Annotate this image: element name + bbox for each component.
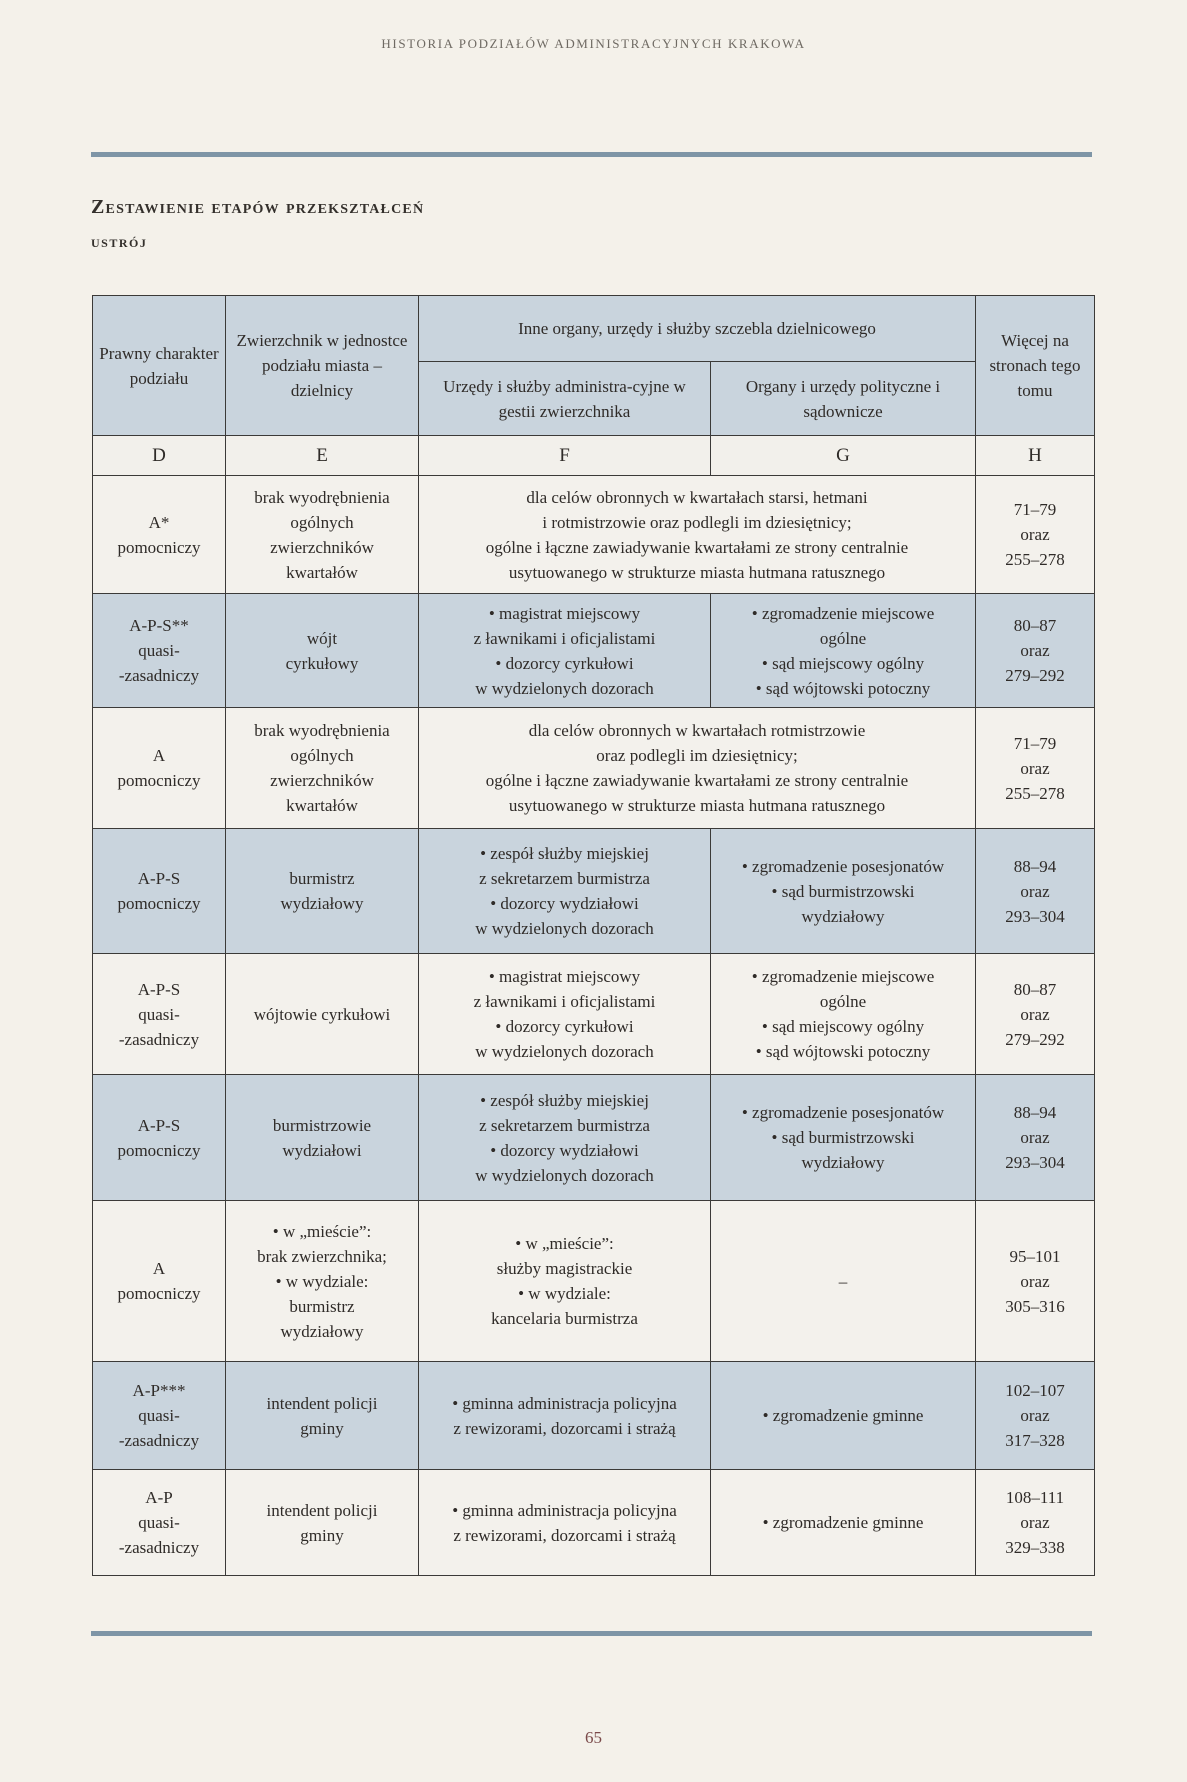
cell-admin-services — [419, 1470, 711, 1576]
table-row — [93, 1362, 1095, 1470]
cell-line: • zespół służby miejskiej — [480, 844, 649, 863]
cell-admin-services — [419, 594, 711, 708]
table-row — [93, 1201, 1095, 1362]
cell-line: z ławnikami i oficjalistami — [473, 628, 656, 648]
cell-line: ogólnych — [290, 512, 354, 532]
cell-legal-character — [93, 1362, 226, 1470]
cell-line: ogólne — [819, 628, 867, 648]
cell-legal-character — [93, 708, 226, 829]
cell-line: kancelaria burmistrza — [491, 1309, 638, 1328]
cell-line: kwartałów — [286, 796, 358, 815]
cell-line: oraz — [1020, 881, 1050, 901]
cell-line: i rotmistrzowie oraz podlegli im dziesiętnicy; — [542, 512, 852, 532]
cell-line: oraz — [1020, 1406, 1050, 1425]
cell-line: A* — [148, 512, 170, 532]
cell-legal-character — [93, 829, 226, 954]
cell-admin-services — [419, 829, 711, 954]
cell-line: A-P-S — [137, 869, 181, 888]
cell-superior — [226, 1470, 419, 1576]
cell-line: • magistrat miejscowy — [488, 603, 641, 623]
cell-line: gminy — [300, 1525, 344, 1545]
cell-superior — [226, 594, 419, 708]
cell-line: -zasadniczy — [118, 1029, 200, 1049]
cell-line: w wydzielonych dozorach — [475, 1042, 654, 1061]
cell-line: oraz — [1020, 1271, 1050, 1291]
cell-line: A-P-S — [137, 979, 181, 999]
cell-admin-services — [419, 954, 711, 1075]
cell-line: wydziałowy — [801, 906, 885, 926]
cell-superior — [226, 1201, 419, 1362]
cell-line: z rewizorami, dozorcami i strażą — [453, 1525, 676, 1545]
cell-line: • sąd miejscowy ogólny — [761, 1017, 925, 1036]
cell-superior — [226, 1075, 419, 1201]
table-row — [93, 708, 1095, 829]
cell-line: usytuowanego w strukturze miasta hutmana ratusznego — [508, 562, 886, 582]
cell-line: 255–278 — [1005, 783, 1065, 803]
cell-line: 108–111 — [1005, 1488, 1065, 1507]
cell-line: wydziałowy — [280, 1321, 364, 1341]
column-letter: G — [711, 436, 976, 476]
column-letter: D — [93, 436, 226, 476]
cell-admin-services — [419, 1075, 711, 1201]
cell-line: 279–292 — [1005, 666, 1065, 685]
cell-pages — [976, 1470, 1095, 1576]
cell-line: quasi- — [138, 641, 180, 660]
cell-admin-services — [419, 1362, 711, 1470]
table-row — [93, 476, 1095, 594]
cell-line: • zgromadzenie miejscowe — [751, 603, 935, 623]
cell-line: • sąd wójtowski potoczny — [755, 678, 931, 698]
bottom-rule — [91, 1631, 1092, 1636]
cell-line: -zasadniczy — [118, 1431, 200, 1450]
cell-political-organs — [711, 954, 976, 1075]
cell-pages — [976, 1362, 1095, 1470]
table-row — [93, 594, 1095, 708]
cell-line: quasi- — [138, 1513, 180, 1532]
cell-line: 305–316 — [1005, 1296, 1065, 1316]
cell-political-organs — [711, 594, 976, 708]
cell-line: oraz — [1020, 1004, 1050, 1024]
cell-line: 71–79 — [1013, 500, 1057, 519]
cell-political-organs — [711, 1362, 976, 1470]
header-more-pages: Więcej na stronach tego tomu — [976, 296, 1095, 436]
cell-line: • w wydziale: — [275, 1271, 369, 1291]
cell-line: 317–328 — [1005, 1431, 1065, 1450]
cell-line: • sąd burmistrzowski — [771, 1128, 915, 1147]
cell-line: A-P-S** — [129, 616, 189, 635]
cell-pages — [976, 829, 1095, 954]
cell-line: 279–292 — [1005, 1029, 1065, 1049]
cell-line: z rewizorami, dozorcami i strażą — [453, 1418, 676, 1438]
cell-superior — [226, 829, 419, 954]
cell-line: 71–79 — [1013, 733, 1057, 753]
cell-line: • dozorcy cyrkułowi — [495, 653, 634, 673]
table-row — [93, 829, 1095, 954]
cell-line: A-P*** — [132, 1381, 186, 1400]
table-row — [93, 1470, 1095, 1576]
cell-political-organs — [711, 1075, 976, 1201]
cell-line: pomocniczy — [117, 894, 201, 913]
cell-legal-character — [93, 594, 226, 708]
column-letter: H — [976, 436, 1095, 476]
cell-line: zwierzchników — [270, 537, 374, 557]
cell-superior — [226, 1362, 419, 1470]
cell-line: • dozorcy wydziałowi — [490, 1140, 639, 1160]
cell-line: ogólnych — [290, 746, 354, 765]
cell-line: oraz — [1020, 758, 1050, 778]
cell-political-organs — [711, 829, 976, 954]
table-row — [93, 954, 1095, 1075]
cell-line: quasi- — [138, 1004, 180, 1024]
cell-line: 329–338 — [1005, 1538, 1065, 1557]
cell-line: burmistrz — [289, 869, 355, 888]
cell-line: ogólne — [819, 992, 867, 1011]
cell-line: wójtowie cyrkułowi — [253, 1004, 391, 1024]
cell-line: • magistrat miejscowy — [488, 967, 641, 986]
cell-line: A-P-S — [137, 1115, 181, 1135]
cell-line: • zgromadzenie posesjonatów — [741, 1103, 945, 1122]
cell-pages — [976, 594, 1095, 708]
cell-line: cyrkułowy — [285, 653, 359, 673]
cell-other-organs — [419, 476, 976, 594]
cell-line: ogólne i łączne zawiadywanie kwartałami ze strony centralnie — [485, 771, 909, 790]
cell-pages — [976, 1075, 1095, 1201]
cell-line: • sąd wójtowski potoczny — [755, 1042, 931, 1061]
section-subtitle: ustrój — [91, 232, 148, 251]
cell-line: zwierzchników — [270, 771, 374, 790]
cell-line: pomocniczy — [117, 771, 201, 790]
header-admin-services: Urzędy i służby administra-cyjne w gestii zwierzchnika — [419, 362, 711, 436]
cell-line: • gminna administracja policyjna — [452, 1500, 677, 1520]
page-number: 65 — [585, 1728, 602, 1747]
cell-line: dla celów obronnych w kwartałach rotmistrzowie — [528, 721, 866, 740]
cell-line: • dozorcy cyrkułowi — [495, 1017, 634, 1036]
cell-line: w wydzielonych dozorach — [475, 678, 654, 698]
cell-line: wydziałowy — [801, 1153, 885, 1172]
cell-line: oraz — [1020, 1128, 1050, 1147]
cell-line: z sekretarzem burmistrza — [479, 869, 650, 888]
cell-line: -zasadniczy — [118, 1538, 200, 1557]
column-letter: F — [419, 436, 711, 476]
cell-pages — [976, 954, 1095, 1075]
cell-line: w wydzielonych dozorach — [475, 919, 654, 938]
header-superior: Zwierzchnik w jednostce podziału miasta – dzielnicy — [226, 296, 419, 436]
section-title: Zestawienie etapów przekształceń — [91, 196, 425, 218]
running-head: HISTORIA PODZIAŁÓW ADMINISTRACYJNYCH KRAKOWA — [381, 36, 806, 51]
cell-line: • w „mieście”: — [515, 1234, 614, 1253]
cell-legal-character — [93, 954, 226, 1075]
header-other-organs: Inne organy, urzędy i służby szczebla dzielnicowego — [419, 296, 976, 362]
cell-line: kwartałów — [286, 562, 358, 582]
cell-political-organs — [711, 1470, 976, 1576]
cell-line: A-P — [145, 1488, 173, 1507]
cell-line: brak wyodrębnienia — [254, 721, 390, 740]
cell-line: • sąd burmistrzowski — [771, 881, 915, 901]
cell-line: oraz — [1020, 641, 1050, 660]
table-row — [93, 1075, 1095, 1201]
cell-line: • zgromadzenie gminne — [762, 1513, 924, 1532]
header-political-organs: Organy i urzędy polityczne i sądownicze — [711, 362, 976, 436]
cell-line: brak wyodrębnienia — [254, 487, 390, 507]
cell-legal-character — [93, 1470, 226, 1576]
cell-line: oraz — [1020, 525, 1050, 544]
cell-line: pomocniczy — [117, 1284, 201, 1303]
cell-line: – — [838, 1271, 848, 1291]
cell-line: pomocniczy — [117, 1140, 201, 1160]
cell-legal-character — [93, 476, 226, 594]
cell-superior — [226, 476, 419, 594]
cell-superior — [226, 708, 419, 829]
cell-line: wydziałowi — [282, 1140, 362, 1160]
cell-line: 293–304 — [1005, 1153, 1065, 1172]
cell-line: 80–87 — [1013, 616, 1057, 635]
header-legal-character: Prawny charakter podziału — [93, 296, 226, 436]
cell-line: wójt — [306, 628, 338, 648]
cell-line: dla celów obronnych w kwartałach starsi, hetmani — [526, 487, 868, 507]
cell-line: usytuowanego w strukturze miasta hutmana ratusznego — [508, 796, 886, 815]
cell-line: • zespół służby miejskiej — [480, 1090, 649, 1110]
cell-line: intendent policji — [266, 1393, 378, 1413]
cell-line: • w „mieście”: — [272, 1221, 372, 1241]
cell-other-organs — [419, 708, 976, 829]
cell-pages — [976, 476, 1095, 594]
cell-line: • zgromadzenie posesjonatów — [741, 856, 945, 876]
cell-line: A — [152, 746, 166, 765]
cell-line: 88–94 — [1013, 856, 1057, 876]
cell-line: z ławnikami i oficjalistami — [473, 992, 656, 1011]
cell-line: -zasadniczy — [118, 666, 200, 685]
cell-line: • w wydziale: — [518, 1284, 611, 1303]
cell-line: 102–107 — [1005, 1381, 1065, 1400]
cell-line: w wydzielonych dozorach — [475, 1165, 654, 1185]
column-letter: E — [226, 436, 419, 476]
transformation-table — [92, 295, 1095, 1576]
cell-line: oraz podlegli im dziesiętnicy; — [596, 746, 798, 765]
cell-line: • sąd miejscowy ogólny — [761, 653, 925, 673]
cell-line: 88–94 — [1013, 1103, 1057, 1122]
cell-line: ogólne i łączne zawiadywanie kwartałami ze strony centralnie — [485, 537, 909, 557]
cell-line: 255–278 — [1005, 550, 1065, 569]
cell-line: burmistrz — [289, 1296, 355, 1316]
cell-pages — [976, 1201, 1095, 1362]
cell-line: • dozorcy wydziałowi — [490, 894, 639, 913]
cell-line: służby magistrackie — [496, 1259, 633, 1278]
cell-admin-services — [419, 1201, 711, 1362]
cell-pages — [976, 708, 1095, 829]
cell-line: quasi- — [138, 1406, 180, 1425]
cell-line: • gminna administracja policyjna — [452, 1393, 677, 1413]
cell-political-organs — [711, 1201, 976, 1362]
cell-line: 80–87 — [1013, 979, 1057, 999]
cell-legal-character — [93, 1075, 226, 1201]
cell-line: 293–304 — [1005, 906, 1065, 926]
cell-legal-character — [93, 1201, 226, 1362]
cell-line: z sekretarzem burmistrza — [479, 1115, 650, 1135]
cell-superior — [226, 954, 419, 1075]
cell-line: • zgromadzenie gminne — [762, 1406, 924, 1425]
cell-line: oraz — [1020, 1513, 1050, 1532]
cell-line: gminy — [300, 1418, 344, 1438]
cell-line: intendent policji — [266, 1500, 378, 1520]
cell-line: wydziałowy — [280, 894, 364, 913]
cell-line: A — [152, 1259, 166, 1278]
cell-line: burmistrzowie — [272, 1115, 372, 1135]
top-rule — [91, 152, 1092, 157]
cell-line: • zgromadzenie miejscowe — [751, 967, 935, 986]
cell-line: pomocniczy — [117, 537, 201, 557]
cell-line: 95–101 — [1009, 1246, 1061, 1266]
cell-line: brak zwierzchnika; — [257, 1246, 387, 1266]
